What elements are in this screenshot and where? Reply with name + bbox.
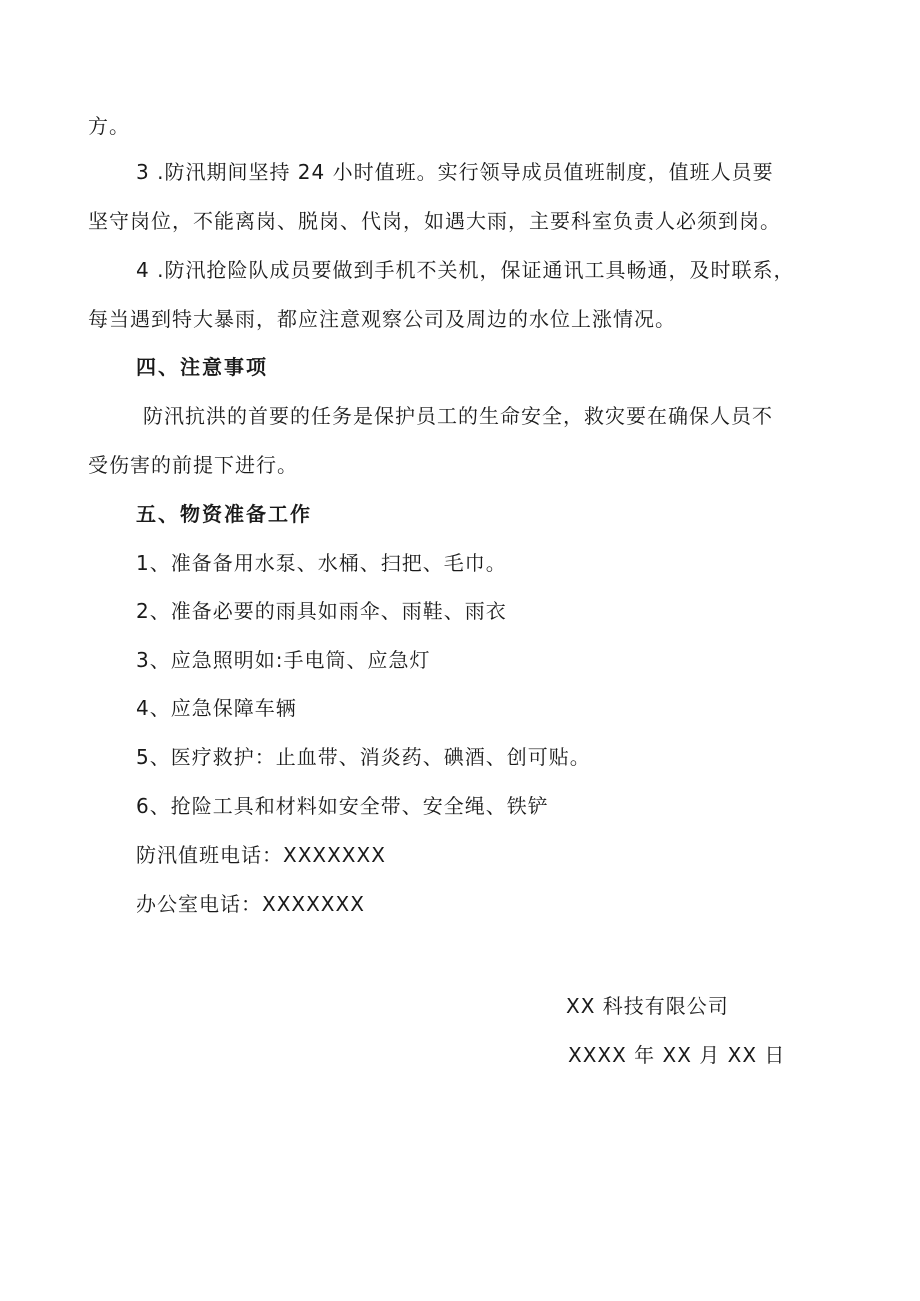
paragraph-line: 每当遇到特大暴雨，都应注意观察公司及周边的水位上涨情况。 bbox=[88, 307, 676, 331]
paragraph-line: 4 .防汛抢险队成员要做到手机不关机，保证通讯工具畅通，及时联系， bbox=[136, 258, 795, 282]
paragraph-line: 方。 bbox=[88, 114, 130, 138]
list-item: 1、准备备用水泵、水桶、扫把、毛巾。 bbox=[136, 551, 507, 575]
list-item: 2、准备必要的雨具如雨伞、雨鞋、雨衣 bbox=[136, 599, 507, 623]
paragraph-line: 3 .防汛期间坚持 24 小时值班。实行领导成员值班制度，值班人员要 bbox=[136, 160, 774, 184]
section-heading: 四、注意事项 bbox=[136, 355, 268, 379]
office-phone: 办公室电话：XXXXXXX bbox=[136, 892, 365, 916]
list-item: 6、抢险工具和材料如安全带、安全绳、铁铲 bbox=[136, 794, 549, 818]
list-item: 4、应急保障车辆 bbox=[136, 696, 297, 720]
list-item: 3、应急照明如:手电筒、应急灯 bbox=[136, 648, 431, 672]
paragraph-line: 防汛抗洪的首要的任务是保护员工的生命安全，救灾要在确保人员不 bbox=[143, 404, 773, 428]
signature-date: XXXX 年 XX 月 XX 日 bbox=[568, 1043, 786, 1067]
list-item: 5、医疗救护：止血带、消炎药、碘酒、创可贴。 bbox=[136, 745, 591, 769]
duty-phone: 防汛值班电话：XXXXXXX bbox=[136, 843, 386, 867]
paragraph-line: 受伤害的前提下进行。 bbox=[88, 453, 298, 477]
company-signature: XX 科技有限公司 bbox=[566, 994, 729, 1018]
section-heading: 五、物资准备工作 bbox=[136, 502, 312, 526]
paragraph-line: 坚守岗位，不能离岗、脱岗、代岗，如遇大雨，主要科室负责人必须到岗。 bbox=[88, 209, 781, 233]
